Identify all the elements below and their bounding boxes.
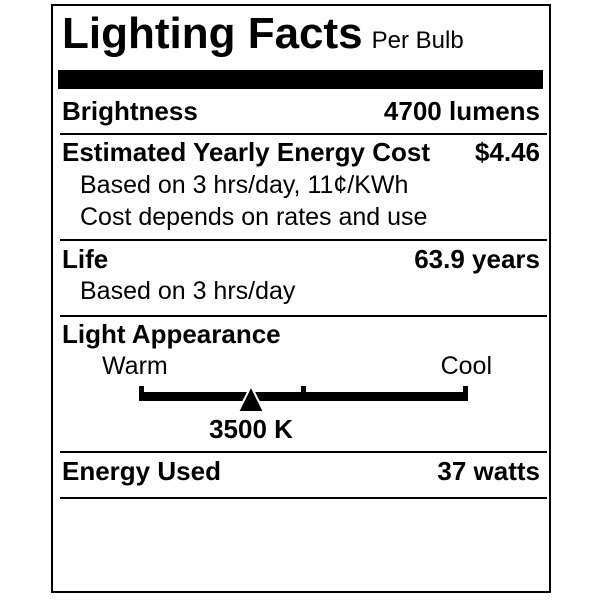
scale-tick-right [463, 386, 468, 401]
label-header [62, 9, 540, 58]
divider [60, 315, 547, 317]
energy-cost-note-hours-rate: Based on 3 hrs/day, 11¢/KWh [80, 171, 409, 199]
energy-cost-label: Estimated Yearly Energy Cost [62, 137, 431, 167]
life-label: Life [62, 244, 109, 274]
kelvin-value: 3500 K [209, 414, 293, 444]
brightness-label: Brightness [62, 96, 198, 126]
divider [60, 451, 547, 453]
life-note-hours: Based on 3 hrs/day [80, 277, 296, 305]
brightness-row [62, 98, 540, 124]
label-title: Lighting Facts [62, 9, 363, 58]
lighting-facts-label [51, 4, 551, 593]
warm-label: Warm [102, 352, 168, 380]
divider [60, 239, 547, 241]
color-temperature-scale [139, 380, 468, 416]
scale-tick-center [301, 386, 306, 401]
light-appearance-heading: Light Appearance [62, 319, 281, 349]
life-value: 63.9 years [414, 244, 540, 274]
life-row [62, 246, 540, 272]
kelvin-marker-triangle-icon [236, 383, 266, 413]
scale-tick-left [139, 386, 144, 401]
divider [60, 133, 547, 135]
energy-used-value: 37 watts [437, 456, 540, 486]
brightness-value: 4700 lumens [383, 96, 540, 126]
header-black-bar [58, 70, 543, 89]
energy-cost-note-rates-use: Cost depends on rates and use [80, 203, 428, 231]
energy-used-row [62, 458, 540, 484]
energy-used-label: Energy Used [62, 456, 221, 486]
cool-label: Cool [440, 352, 492, 380]
energy-cost-row [62, 139, 540, 165]
energy-cost-value: $4.46 [474, 137, 540, 167]
label-subtitle: Per Bulb [371, 27, 464, 54]
divider [60, 497, 547, 499]
